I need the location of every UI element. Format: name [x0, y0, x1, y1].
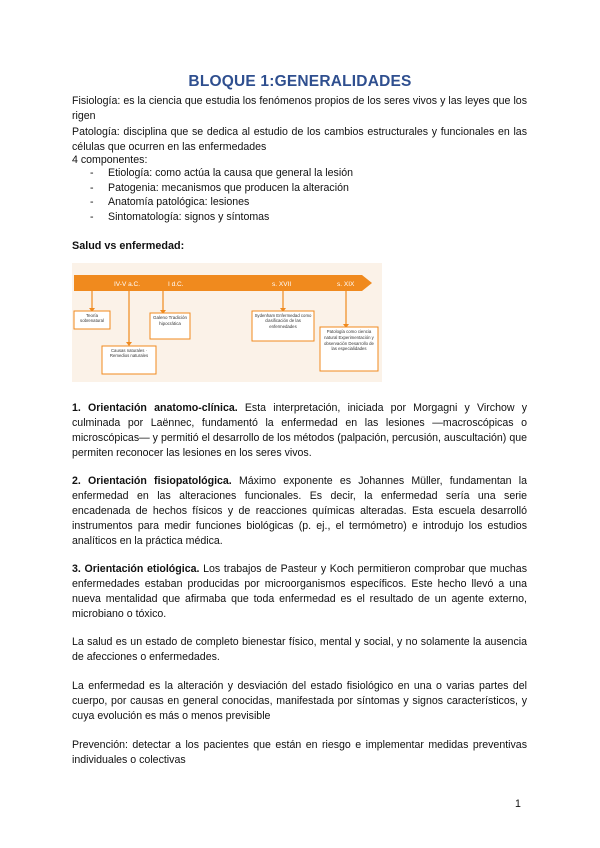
page-number: 1 [515, 798, 521, 810]
fisiologia-definition: Fisiología: es la ciencia que estudia los fenómenos propios de los seres vivos y las leyes que los rigen [72, 95, 527, 122]
componentes-label: 4 componentes: [72, 154, 148, 166]
enfermedad-definition: La enfermedad es la alteración y desviación del estado fisiológico en una o varias partes del cuerpo, por causas en general conocidas, manifestada por síntomas y signos característicos, y cuya evolución es más o menos previsible [72, 680, 527, 722]
orientacion-etiologica: 3. Orientación etiológica. Los trabajos de Pasteur y Koch permitieron comprobar que muchas enfermedades estaban producidas por microorganismos específicos. Este hecho llevó a una nueva mentalidad que afirmaba que toda enfermedad es el resultado de un agente externo, microbiano o tóxico. [72, 563, 527, 620]
timeline-label: IV-V a.C. [114, 281, 141, 288]
componentes-list [90, 166, 353, 224]
timeline-label: I d.C. [168, 281, 184, 288]
list-item: - Patogenia: mecanismos que producen la alteración [90, 181, 349, 194]
list-item: - Etiología: como actúa la causa que general la lesión [90, 167, 353, 179]
box-patologia: Patología como ciencia natural Experimentación y observación Desarrollo de las especialidades [324, 329, 374, 352]
box-galeno: Galeno Tradición hipocrática [152, 315, 188, 326]
prevencion-definition: Prevención: detectar a los pacientes que están en riesgo e implementar medidas preventivas individuales o colectivas [72, 739, 527, 766]
timeline-label: s. XIX [337, 281, 355, 288]
page-title: BLOQUE 1:GENERALIDADES [188, 73, 412, 90]
history-timeline-diagram [72, 263, 382, 382]
patologia-definition: Patología: disciplina que se dedica al estudio de los cambios estructurales y funcionales en las células que ocurren en las enfermedades [72, 126, 527, 153]
orientacion-fisiopatologica: 2. Orientación fisiopatológica. Máximo exponente es Johannes Müller, fundamentan la enfermedad en las alteraciones funcionales. Es decir, la enfermedad sería una serie encadenada de hechos físicos y de reacciones químicas alteradas. Esta escuela desarrolló instrumentos para medir funciones biológicas (p. ej., el termómetro) e introdujo los estudios analíticos en la práctica médica. [72, 475, 527, 547]
list-item: - Anatomía patológica: lesiones [90, 196, 250, 209]
box-teoria: Teoría sobrenatural [80, 313, 104, 323]
orientacion-anatomo-clinica: 1. Orientación anatomo-clínica. Esta interpretación, iniciada por Morgagni y Virchow y culminada por Laënnec, fundamentó la enfermedad en las lesiones —macroscópicas o microscópicas— y permitió el desarrollo de los métodos (palpación, percusión, auscultación) que permiten reconocer las lesiones en los seres vivos. [72, 402, 527, 459]
box-sydenham: Sydenham Enfermedad como clasificación de las enfermedades [254, 313, 312, 329]
timeline-label: s. XVII [272, 281, 292, 288]
salud-vs-enfermedad-heading: Salud vs enfermedad: [72, 240, 185, 252]
list-item: - Sintomatología: signos y síntomas [90, 210, 270, 223]
box-causas: Causas naturales · Remedios naturales [109, 348, 149, 359]
salud-definition: La salud es un estado de completo bienestar físico, mental y social, y no solamente la ausencia de afecciones o enfermedades. [72, 636, 527, 663]
